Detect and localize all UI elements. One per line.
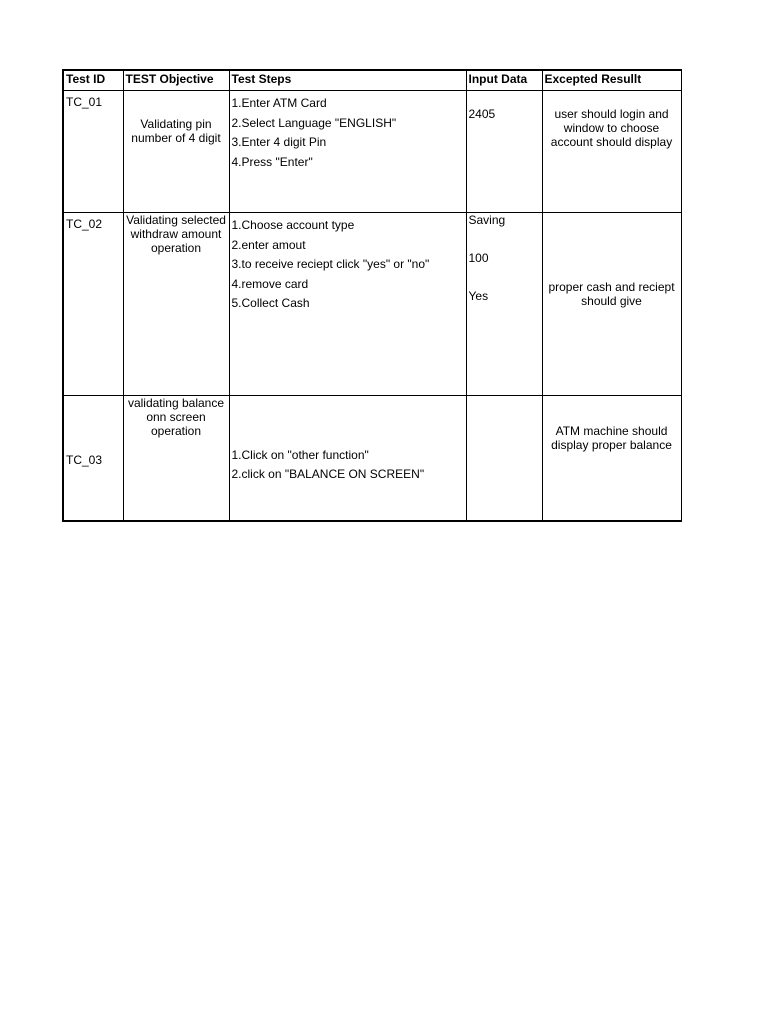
objective-cell: validating balance onn screen operation [123, 396, 229, 522]
test-case-table [62, 69, 682, 522]
header-objective: TEST Objective [123, 70, 229, 91]
test-step: 3.Enter 4 digit Pin [231, 135, 327, 149]
input-value: Saving [468, 213, 506, 227]
table-row [63, 396, 681, 522]
table-row [63, 91, 681, 213]
header-steps: Test Steps [229, 70, 466, 91]
steps-cell [229, 396, 466, 522]
steps-cell [229, 213, 466, 396]
test-step: 1.Click on "other function" [231, 448, 369, 462]
test-step: 1.Enter ATM Card [231, 96, 327, 110]
table-row [63, 213, 681, 396]
test-id-cell: TC_02 [63, 213, 123, 396]
test-step: 4.remove card [231, 276, 309, 291]
input-data-cell [466, 91, 542, 213]
steps-cell [229, 91, 466, 213]
objective-cell: Validating selected withdraw amount operation [123, 213, 229, 396]
test-step: 2.enter amout [231, 237, 306, 252]
input-value: 100 [468, 251, 489, 265]
objective-cell: Validating pin number of 4 digit [123, 91, 229, 213]
test-id-cell: TC_03 [63, 396, 123, 522]
input-data-cell [466, 213, 542, 396]
test-case-sheet [62, 69, 680, 522]
test-step: 2.Select Language "ENGLISH" [231, 115, 397, 130]
header-expected-result: Excepted Resullt [542, 70, 681, 91]
test-step: 1.Choose account type [231, 218, 355, 232]
expected-result-cell: user should login and window to choose account should display [542, 91, 681, 213]
input-value: Yes [468, 289, 489, 303]
test-id-cell: TC_01 [63, 91, 123, 213]
test-step: 2.click on "BALANCE ON SCREEN" [231, 467, 425, 481]
input-value: 2405 [468, 107, 496, 121]
input-data-cell [466, 396, 542, 522]
header-input-data: Input Data [466, 70, 542, 91]
test-step: 4.Press "Enter" [231, 154, 313, 169]
expected-result-cell: ATM machine should display proper balance [542, 396, 681, 522]
header-test-id: Test ID [63, 70, 123, 91]
expected-result-cell: proper cash and reciept should give [542, 213, 681, 396]
test-step: 5.Collect Cash [231, 296, 310, 310]
test-step: 3.to receive reciept click "yes" or "no" [231, 257, 430, 271]
header-row [63, 70, 681, 91]
